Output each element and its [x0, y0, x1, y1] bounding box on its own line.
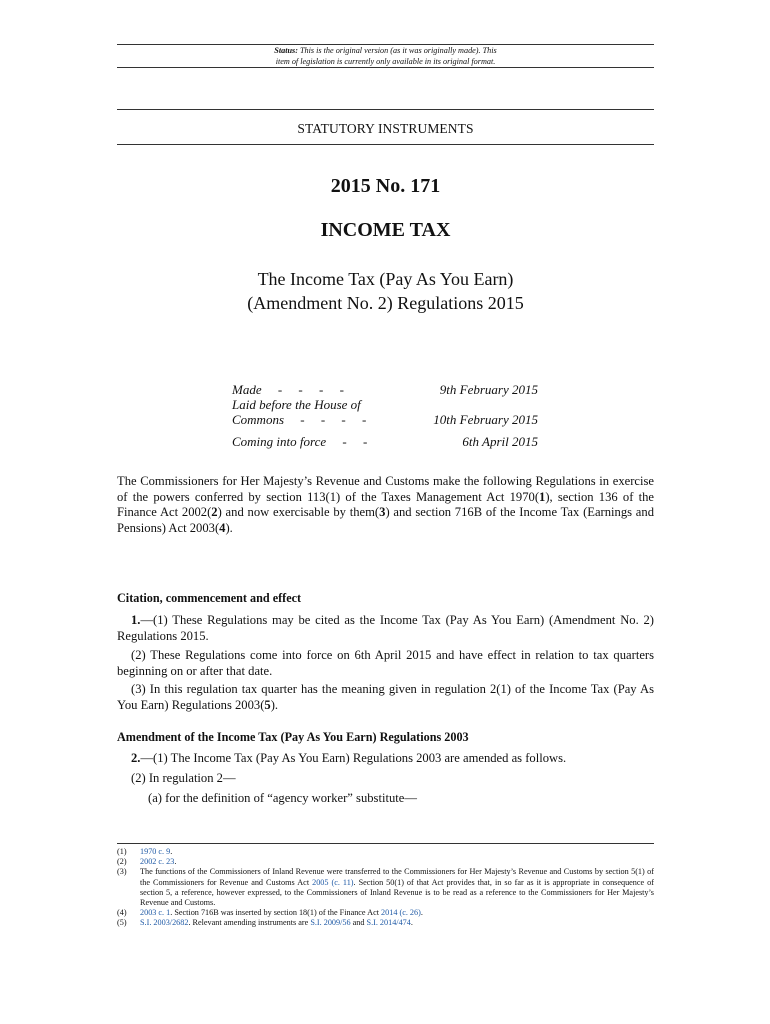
regulation-2-2: (2) In regulation 2— [131, 771, 236, 785]
force-label: Coming into force - - [232, 434, 368, 449]
footnote-5-text-2: and [350, 918, 367, 928]
date-row-laid-2 [232, 412, 538, 427]
section-1-heading: Citation, commencement and effect [117, 591, 302, 605]
footnote-5-link-2[interactable]: S.I. 2009/56 [310, 918, 351, 928]
dates-table [232, 382, 538, 449]
footnote-3 [117, 867, 654, 908]
instrument-number: 2015 No. 171 [330, 175, 441, 197]
status-line1: This is the original version (as it was originally made). This [297, 46, 497, 55]
regulation-1-1-text: —(1) These Regulations may be cited as the Income Tax (Pay As You Earn) (Amendment No. 2) Regulations 2015. [117, 613, 654, 643]
status-bottom-rule [117, 67, 654, 68]
footnote-ref-4[interactable]: 4 [219, 520, 226, 535]
footnote-2-link[interactable]: 2002 c. 23 [140, 857, 175, 867]
footnote-3-text: . Section 50(1) of that Act provides that, in so far as it is appropriate in consequence of section 5, a reference, however expressed, to the Commissioners of Inland Revenue is to be read as a reference to the Commissioners for Her Majesty’s Revenue and Customs. [140, 877, 654, 908]
footnote-5-number: (5) [117, 918, 127, 928]
footnote-ref-3[interactable]: 3 [379, 505, 386, 519]
made-label: Made - - - - [232, 382, 344, 397]
footnote-5-text: . Relevant amending instruments are [188, 918, 311, 928]
regulation-1-number: 1. [131, 613, 141, 627]
instrument-subject: INCOME TAX [320, 219, 451, 241]
footnote-ref-1[interactable]: 1 [539, 489, 546, 504]
regulation-2-1-text: —(1) The Income Tax (Pay As You Earn) Regulations 2003 are amended as follows. [140, 751, 567, 765]
footnote-ref-5[interactable]: 5 [264, 697, 271, 712]
footnote-3-pre: The functions of the Commissioners of Inland Revenue were transferred to the Commissioners for Her Majesty’s Revenue and Customs by section 5(1) of the Commissioners for Revenue and Customs Act [140, 867, 654, 887]
series-bottom-rule [117, 144, 654, 145]
footnote-3-link[interactable]: 2005 (c. 11) [312, 877, 354, 887]
regulation-2-number: 2. [131, 751, 141, 765]
footnote-1-link[interactable]: 1970 c. 9 [140, 847, 171, 856]
regulation-1-2: (2) These Regulations come into force on 6th April 2015 and have effect in relation to tax quarters beginning on or after that date. [117, 648, 654, 678]
regulation-1-3-end: ). [270, 697, 279, 712]
series-top-rule [117, 109, 654, 110]
footnote-2-text: . [174, 857, 177, 867]
date-row-force [232, 434, 538, 449]
preamble-text-4: ) and section 716B of the Income Tax (Earnings and Pensions) Act 2003( [117, 505, 654, 535]
footnote-4 [117, 908, 654, 918]
regulation-1-3 [117, 682, 654, 713]
footnote-2 [117, 857, 654, 867]
preamble-text-5: ). [225, 520, 233, 535]
regulation-1-1 [117, 613, 654, 644]
footnote-5-text-3: . [410, 918, 413, 928]
date-row-made [232, 382, 538, 397]
laid-label-1: Laid before the House of [232, 397, 361, 412]
date-row-laid-1 [232, 397, 538, 412]
footnote-4-number: (4) [117, 908, 127, 918]
regulation-2-1 [117, 751, 654, 767]
footnote-1-number: (1) [117, 847, 127, 856]
preamble [117, 474, 654, 536]
section-2-heading: Amendment of the Income Tax (Pay As You Earn) Regulations 2003 [117, 730, 469, 744]
made-value: 9th February 2015 [439, 382, 538, 397]
footnote-1-text: . [170, 847, 173, 856]
preamble-text-2: ), section 136 of the Finance Act 2002( [117, 489, 654, 519]
footnotes [117, 847, 654, 929]
instrument-title [117, 267, 654, 315]
regulation-1-3-text: (3) In this regulation tax quarter has the meaning given in regulation 2(1) of the Income Tax (Pay As You Earn) Regulations 2003( [117, 682, 654, 712]
status-banner [117, 45, 654, 67]
footnote-5-link[interactable]: S.I. 2003/2682 [140, 918, 189, 928]
preamble-text-3: ) and now exercisable by them( [217, 505, 380, 519]
force-value: 6th April 2015 [462, 434, 538, 449]
series-heading: STATUTORY INSTRUMENTS [297, 121, 474, 136]
laid-value: 10th February 2015 [433, 412, 538, 427]
footnote-4-link-2[interactable]: 2014 (c. 26) [381, 908, 421, 918]
preamble-text-1: The Commissioners for Her Majesty’s Revenue and Customs make the following Regulations in exercise of the powers conferred by section 113(1) of the Taxes Management Act 1970( [117, 474, 654, 504]
title-line-2: (Amendment No. 2) Regulations 2015 [247, 293, 524, 313]
footnote-5 [117, 918, 654, 928]
footnote-3-number: (3) [117, 867, 127, 877]
footnote-4-text: . Section 716B was inserted by section 18(1) of the Finance Act [170, 908, 382, 918]
regulation-2-2-a: (a) for the definition of “agency worker” substitute— [148, 791, 417, 805]
title-line-1: The Income Tax (Pay As You Earn) [257, 269, 514, 289]
footnote-2-number: (2) [117, 857, 127, 867]
footnote-rule [117, 843, 654, 844]
footnote-ref-2[interactable]: 2 [211, 505, 218, 519]
footnote-1 [117, 847, 654, 857]
laid-label-2: Commons - - - - [232, 412, 367, 427]
status-label: Status: [274, 46, 298, 55]
footnote-5-link-3[interactable]: S.I. 2014/474 [366, 918, 411, 928]
status-line2: item of legislation is currently only available in its original format. [275, 57, 496, 66]
footnote-4-text-2: . [420, 908, 423, 918]
footnote-4-link[interactable]: 2003 c. 1 [140, 908, 171, 918]
